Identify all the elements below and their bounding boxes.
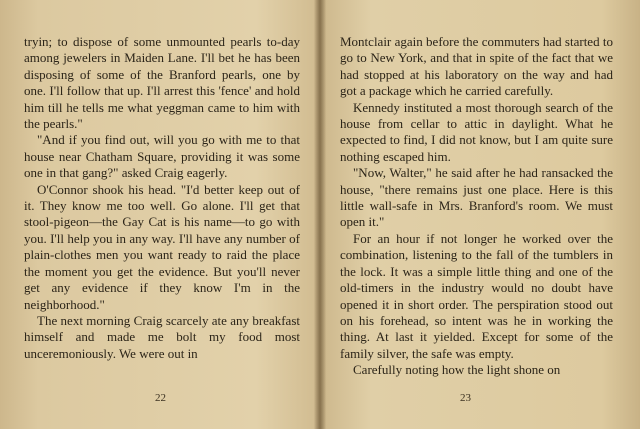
page-number-right: 23 — [460, 392, 471, 404]
paragraph: O'Connor shook his head. "I'd better keep out of it. They know me too well. Go alone. I'll get that stool-pigeon—the Gay Cat is his name—to go with you. I'll help you in any way. I'll have any number of plain-clothes men you want ready to raid the place the moment you get the evidence. But you'll never get any evidence if they know I'm in the neighborhood." — [24, 181, 300, 312]
paragraph: tryin; to dispose of some unmounted pearls to-day among jewelers in Maiden Lane. I'll bet he has been disposing of some of the Branford pearls, one by one. I'll follow that up. I'll arrest this 'fence' and hold him till he tells me what yeggman came to him with the pearls." — [24, 34, 300, 132]
book-gutter — [314, 0, 326, 429]
paragraph: Carefully noting how the light shone on — [353, 362, 561, 378]
left-page-text — [24, 34, 300, 362]
page-number-left: 22 — [155, 392, 166, 404]
right-page-text — [340, 34, 613, 379]
paragraph: "Now, Walter," he said after he had ransacked the house, "there remains just one place. Here is this little wall-safe in Mrs. Branford's room. We must open it." — [340, 165, 613, 230]
paragraph: For an hour if not longer he worked over the combination, listening to the fall of the tumblers in the lock. It was a simple little thing and one of the old-timers in the industry would no doubt have opened it in short order. The perspiration stood out on his forehead, so intent was he in working the thing. At last it yielded. Except for some of the family silver, the safe was empty. — [340, 230, 613, 361]
paragraph: "And if you find out, will you go with me to that house near Chatham Square, providing it was some one in that gang?" asked Craig eagerly. — [24, 132, 300, 181]
paragraph: Kennedy instituted a most thorough search of the house from cellar to attic in daylight. What he expected to find, I did not know, but I am quite sure nothing escaped him. — [340, 99, 613, 164]
paragraph: The next morning Craig scarcely ate any breakfast himself and made me bolt my food most unceremoniously. We were out in — [24, 312, 300, 361]
paragraph: Montclair again before the commuters had started to go to New York, and that in spite of the fact that we had stopped at his laboratory on the way and had got a package which he carried carefully. — [340, 34, 613, 99]
